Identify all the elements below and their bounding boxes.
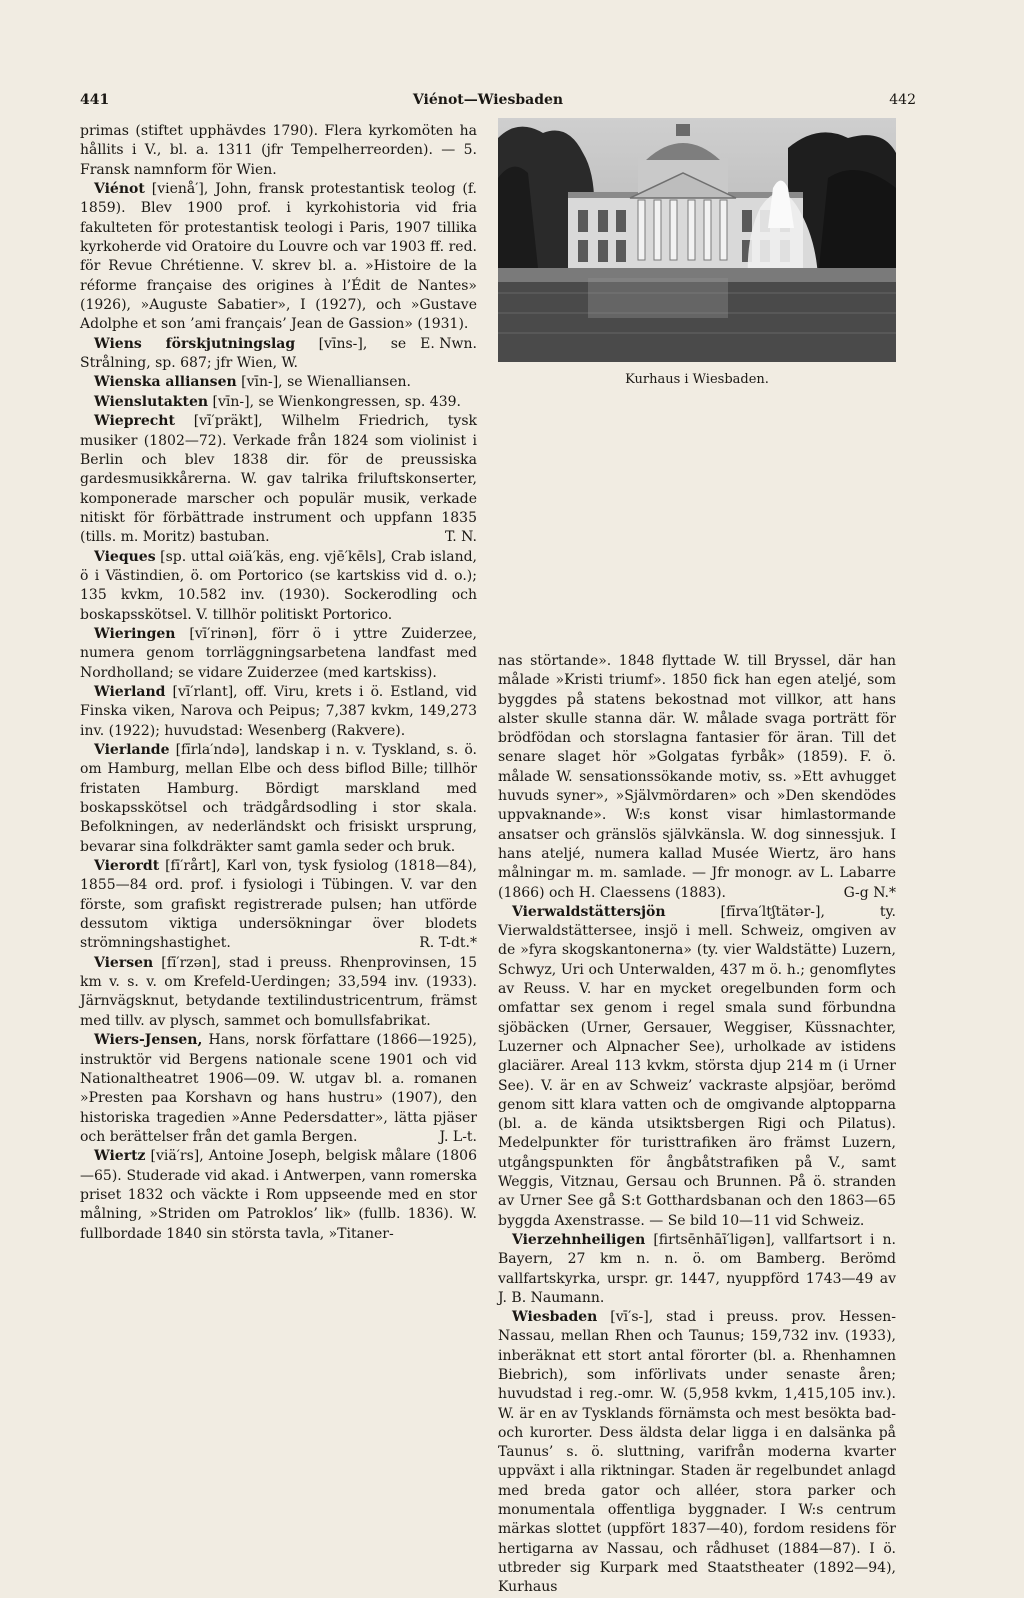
entry-headword: Wienska alliansen bbox=[94, 374, 237, 391]
entry-text: [viä′rs], Antoine Joseph, belgisk målare (1806—65). Studerade vid akad. i Antwerpen, vann romerska priset 1832 och väckte i Rom uppseende med en stor målning, »Striden om Patroklos’ lik» (fullb. 1836). W. fullbordade 1840 sin största tavla, »Titaner- bbox=[80, 1148, 477, 1242]
entry-text: [fī′rårt], Karl von, tysk fysiolog (1818—84), 1855—84 ord. prof. i fysiologi i Tübingen. V. var den förste, som grafiskt registrerade pulsen; han utförde dessutom viktiga undersökningar över blodets strömningshastighet. bbox=[80, 858, 477, 952]
entry-headword: Wiens förskjutningslag bbox=[94, 335, 296, 352]
entry-text: primas (stiftet upphävdes 1790). Flera kyrkomöten ha hållits i V., bl. a. 1311 (jfr Tempelherreorden). — 5. Fransk namnform för Wien. bbox=[80, 123, 477, 178]
entry bbox=[80, 1031, 477, 1147]
entry-text: [vī′rinən], förr ö i yttre Zuiderzee, numera genom torrläggningsarbetena landfast med Nordholland; se vidare Zuiderzee (med kartskiss). bbox=[80, 625, 477, 681]
entry-signature: E. Nwn. bbox=[420, 335, 477, 352]
page-header bbox=[80, 92, 916, 114]
entry-headword: Wiesbaden bbox=[512, 1309, 598, 1326]
page-number-right: 442 bbox=[889, 92, 916, 108]
entry-text: [vienå′], John, fransk protestantisk teolog (f. 1859). Blev 1900 prof. i kyrkohistoria vid fria fakulteten för protestantisk teologi i Paris, 1907 tillika kyrkoherde vid Oratoire du Louvre och var 1903 ff. red. för Revue Chrétienne. V. skrev bl. a. »Histoire de la réforme française des origines à l’Édit de Nantes» (1926), »Auguste Sabatier», I (1927), och »Gustave Adolphe et son ’ami français’ Jean de Gassion» (1931). bbox=[80, 181, 477, 333]
right-column bbox=[498, 652, 896, 1598]
figure bbox=[498, 118, 896, 387]
entry-headword: Wiers-Jensen, bbox=[94, 1032, 203, 1049]
entry-headword: Viénot bbox=[94, 181, 145, 198]
entry bbox=[498, 1231, 896, 1308]
entry-headword: Wieprecht bbox=[94, 413, 175, 430]
entry-headword: Wiertz bbox=[94, 1148, 146, 1165]
entry bbox=[80, 122, 477, 180]
left-column bbox=[80, 122, 477, 1244]
entry-headword: Wienslutakten bbox=[94, 393, 209, 410]
page-number-left: 441 bbox=[80, 92, 110, 108]
entry-headword: Vierlande bbox=[94, 742, 170, 758]
entry bbox=[80, 373, 477, 392]
entry-text: [fī′rzən], stad i preuss. Rhenprovinsen, 15 km v. s. v. om Krefeld-Uerdingen; 33,594 inv. (1933). Järnvägsknut, betydande textilindustricentrum, främst med tillv. av plysch, sammet och bomullsfabrikat. bbox=[80, 954, 477, 1029]
entry-text: [firtsēnhāī′ligən], vallfartsort i n. Bayern, 27 km n. n. ö. om Bamberg. Berömd vallfartskyrka, urspr. gr. 1447, nyuppförd 1743—49 av J. B. Naumann. bbox=[498, 1231, 896, 1306]
entry-text: [vīn-], se Wienkongressen, sp. 439. bbox=[208, 393, 461, 410]
kurhaus-photo bbox=[498, 118, 896, 362]
entry bbox=[80, 1147, 477, 1244]
entry-headword: Vierwaldstättersjön bbox=[512, 903, 666, 920]
entry bbox=[80, 857, 477, 954]
figure-caption: Kurhaus i Wiesbaden. bbox=[625, 372, 769, 387]
entry-text: [vīn-], se Wienalliansen. bbox=[236, 374, 411, 391]
entry-text: [fīrva′ltʃtätər-], ty. Vierwaldstättersee, insjö i mell. Schweiz, omgiven av de »fyra skogskantonerna» (ty. vier Waldstätte) Luzern, Schwyz, Uri och Unterwalden, 437 m ö. h.; genomflytes av Reuss. V. har en mycket oregelbunden form och omfattar sex genom i regel smala sund förbundna sjöbäcken (Urner, Gersauer, Weggiser, Küssnachter, Luzerner och Alpnacher See), urholkade av istidens glaciärer. Areal 113 kvkm, största djup 214 m (i Urner See). V. är en av Schweiz’ vackraste alpsjöar, berömd genom sitt klara vatten och de omgivande alptopparna (bl. a. de kända utsiktsbergen Rigi och Pilatus). Medelpunkter för turisttrafiken äro främst Luzern, utgångspunkten för ångbåtstrafiken på V., samt Weggis, Vitznau, Gersau och Brunnen. På ö. stranden av Urner See gå S:t Gotthardsbanan och den 1863—65 byggda Axenstrasse. — Se bild 10—11 vid Schweiz. bbox=[498, 903, 896, 1229]
entry-headword: Viersen bbox=[94, 954, 154, 971]
entry bbox=[80, 393, 477, 412]
entry-text: Hans, norsk författare (1866—1925), instruktör vid Bergens nationale scene 1901 och vid Nationaltheatret 1906—09. W. utgav bl. a. romanen »Presten paa Korshavn og hans hustru» (1907), den historiska tragedien »Anne Pedersdatter», lätta pjäser och berättelser från det gamla Bergen. bbox=[80, 1032, 477, 1145]
entry-text: [vī′s-], stad i preuss. prov. Hessen-Nassau, mellan Rhen och Taunus; 159,732 inv. (1933), inberäknat ett stort antal förorter (bl. a. Rhenhamnen Biebrich), som införlivats under senaste åren; huvudstad i reg.-omr. W. (5,958 kvkm, 1,415,105 inv.). W. är en av Tysklands förnämsta och mest besökta bad- och kurorter. Dess äldsta delar ligga i en dalsänka på Taunus’ s. ö. sluttning, varifrån moderna kvarter uppväxt i alla riktningar. Staden är regelbundet anlagd med breda gator och alléer, stora parker och monumentala offentliga byggnader. I W:s centrum märkas slottet (uppfört 1837—40), fordom residens för hertigarna av Nassau, och rådhuset (1884—87). I ö. utbreder sig Kurpark med Staatstheater (1892—94), Kurhaus bbox=[498, 1309, 896, 1596]
entry-signature: T. N. bbox=[445, 529, 477, 546]
entry-signature: J. L-t. bbox=[439, 1128, 477, 1145]
entry-headword: Vierzehnheiligen bbox=[512, 1231, 646, 1248]
entry bbox=[80, 412, 477, 547]
entry-headword: Vierordt bbox=[94, 858, 160, 875]
entry-headword: Wierland bbox=[94, 683, 166, 700]
entry-headword: Vieques bbox=[94, 548, 156, 565]
entry bbox=[80, 741, 477, 857]
entry-text: [sp. uttal ɷiä′käs, eng. vjē′kēls], Crab island, ö i Västindien, ö. om Portorico (se kartskiss vid d. o.); 135 kvkm, 10.582 inv. (1930). Sockerodling och boskapsskötsel. V. tillhör politiskt Portorico. bbox=[80, 548, 477, 623]
entry-signature: R. T-dt.* bbox=[419, 935, 477, 952]
entry bbox=[498, 652, 896, 903]
entry bbox=[498, 1308, 896, 1597]
entry bbox=[80, 954, 477, 1031]
running-title: Viénot—Wiesbaden bbox=[412, 92, 564, 108]
entry-text: [fīrla′ndə], landskap i n. v. Tyskland, s. ö. om Hamburg, mellan Elbe och dess biflod Bille; tillhör fristaten Hamburg. Bördigt marskland med boskapsskötsel och trädgårdsodling i stor skala. Befolkningen, av nederländskt och frisiskt ursprung, bevarar sina folkdräkter samt gamla seder och bruk. bbox=[80, 742, 477, 855]
entry bbox=[80, 683, 477, 741]
entry bbox=[498, 903, 896, 1231]
entry-text: nas störtande». 1848 flyttade W. till Bryssel, där han målade »Kristi triumf». 1850 fick han egen ateljé, som byggdes på statens bekostnad mot villkor, att hans alster skulle stanna där. W. målade svaga porträtt för brödfödan och storslagna fantasier för äran. Till det senare slaget hör »Golgatas fyrbåk» (1859). F. ö. målade W. sensationssökande motiv, ss. »Ett avhugget huvuds syner», »Självmördaren» och »Den skendödes uppvaknande». W:s konst visar himlastormande ansatser och gränslös självkänsla. W. dog sinnessjuk. I hans ateljé, numera kallad Musée Wiertz, äro hans målningar m. m. samlade. — Jfr monogr. av L. Labarre (1866) och H. Claessens (1883). bbox=[498, 653, 896, 901]
entry-signature: G-g N.* bbox=[843, 884, 896, 901]
entry-text: [vīns-], se Strålning, sp. 687; jfr Wien, W. bbox=[80, 335, 407, 372]
entry bbox=[80, 548, 477, 625]
entry-headword: Wieringen bbox=[94, 625, 176, 642]
entry bbox=[80, 625, 477, 683]
entry-text: [vī′präkt], Wilhelm Friedrich, tysk musiker (1802—72). Verkade från 1824 som violinist i Berlin och blev 1838 dir. för de preussiska gardesmusikkårerna. W. gav talrika friluftskonserter, komponerade marscher och populär musik, verkade nitiskt för förbättrade instrument och uppfann 1835 (tills. m. Moritz) bastuban. bbox=[80, 413, 477, 546]
entry-text: [vī′rlant], off. Viru, krets i ö. Estland, vid Finska viken, Narova och Peipus; 7,387 kvkm, 149,273 inv. (1922); huvudstad: Wesenberg (Rakvere). bbox=[80, 683, 477, 739]
